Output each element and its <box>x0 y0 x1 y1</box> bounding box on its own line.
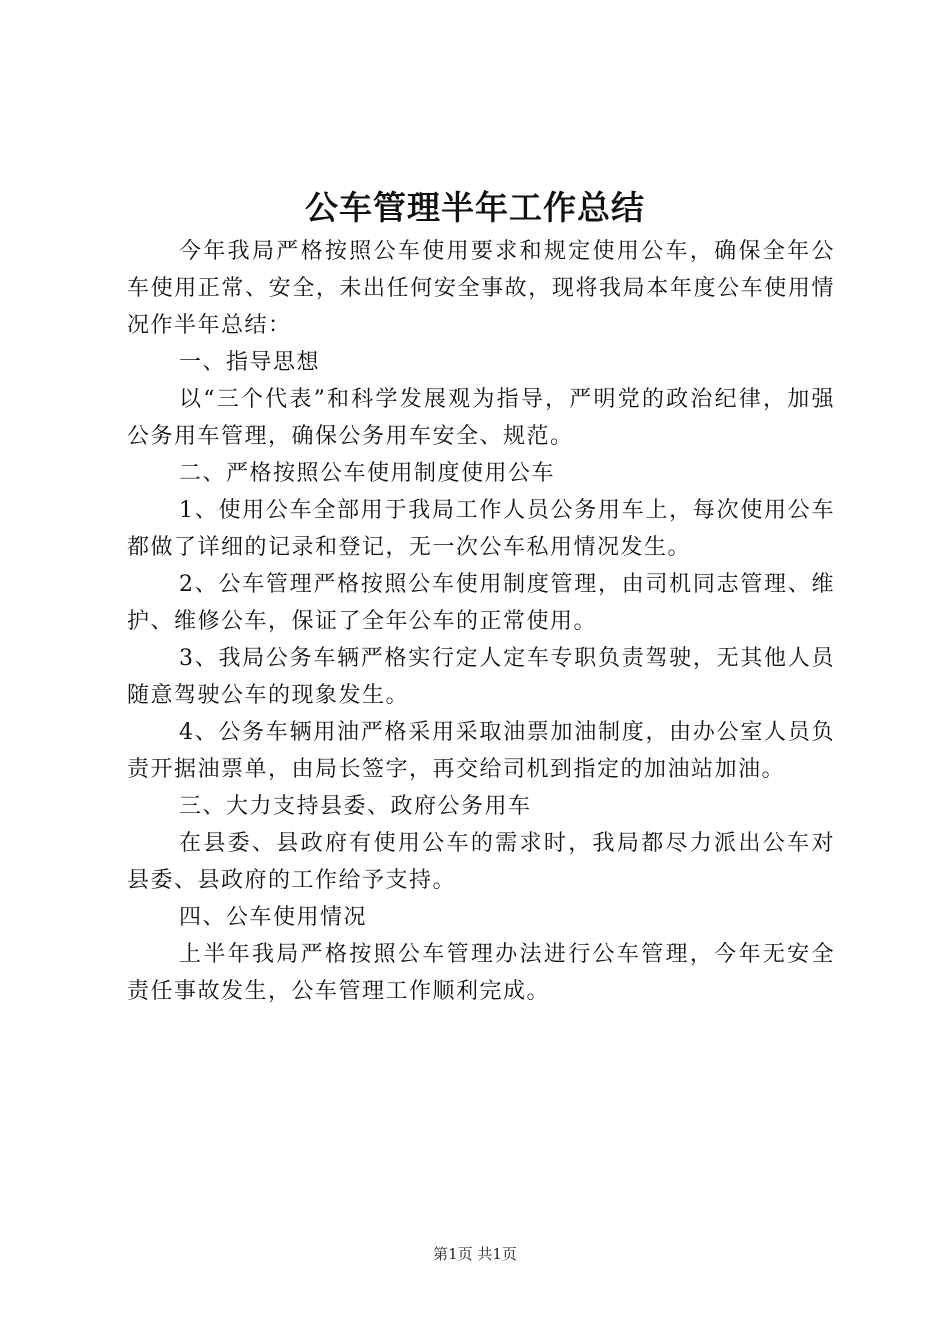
page-number-footer: 第1页 共1页 <box>433 1245 517 1263</box>
section-heading-3: 三、大力支持县委、政府公务用车 <box>179 794 532 819</box>
document-body <box>127 233 835 1010</box>
paragraph-item-1: 1、使用公车全部用于我局工作人员公务用车上，每次使用公车都做了详细的记录和登记，无一次公车私用情况发生。 <box>127 498 835 560</box>
paragraph-support: 在县委、县政府有使用公车的需求时，我局都尽力派出公车对县委、县政府的工作给予支持。 <box>127 831 835 893</box>
paragraph-item-3: 3、我局公务车辆严格实行定人定车专职负责驾驶，无其他人员随意驾驶公车的现象发生。 <box>127 646 835 708</box>
paragraph-intro: 今年我局严格按照公车使用要求和规定使用公车，确保全年公车使用正常、安全，未出任何安全事故，现将我局本年度公车使用情况作半年总结： <box>127 239 835 338</box>
document-title: 公车管理半年工作总结 <box>305 188 645 227</box>
paragraph-item-4: 4、公务车辆用油严格采用采取油票加油制度，由办公室人员负责开据油票单，由局长签字，再交给司机到指定的加油站加油。 <box>127 720 835 782</box>
paragraph-usage: 上半年我局严格按照公车管理办法进行公车管理，今年无安全责任事故发生，公车管理工作顺利完成。 <box>127 942 835 1004</box>
paragraph-item-2: 2、公车管理严格按照公车使用制度管理，由司机同志管理、维护、维修公车，保证了全年公车的正常使用。 <box>127 572 835 634</box>
paragraph-guiding-thought: 以“三个代表”和科学发展观为指导，严明党的政治纪律，加强公务用车管理，确保公务用车安全、规范。 <box>127 387 835 449</box>
section-heading-1: 一、指导思想 <box>179 350 321 375</box>
section-heading-2: 二、严格按照公车使用制度使用公车 <box>179 461 556 486</box>
section-heading-4: 四、公车使用情况 <box>179 905 368 930</box>
